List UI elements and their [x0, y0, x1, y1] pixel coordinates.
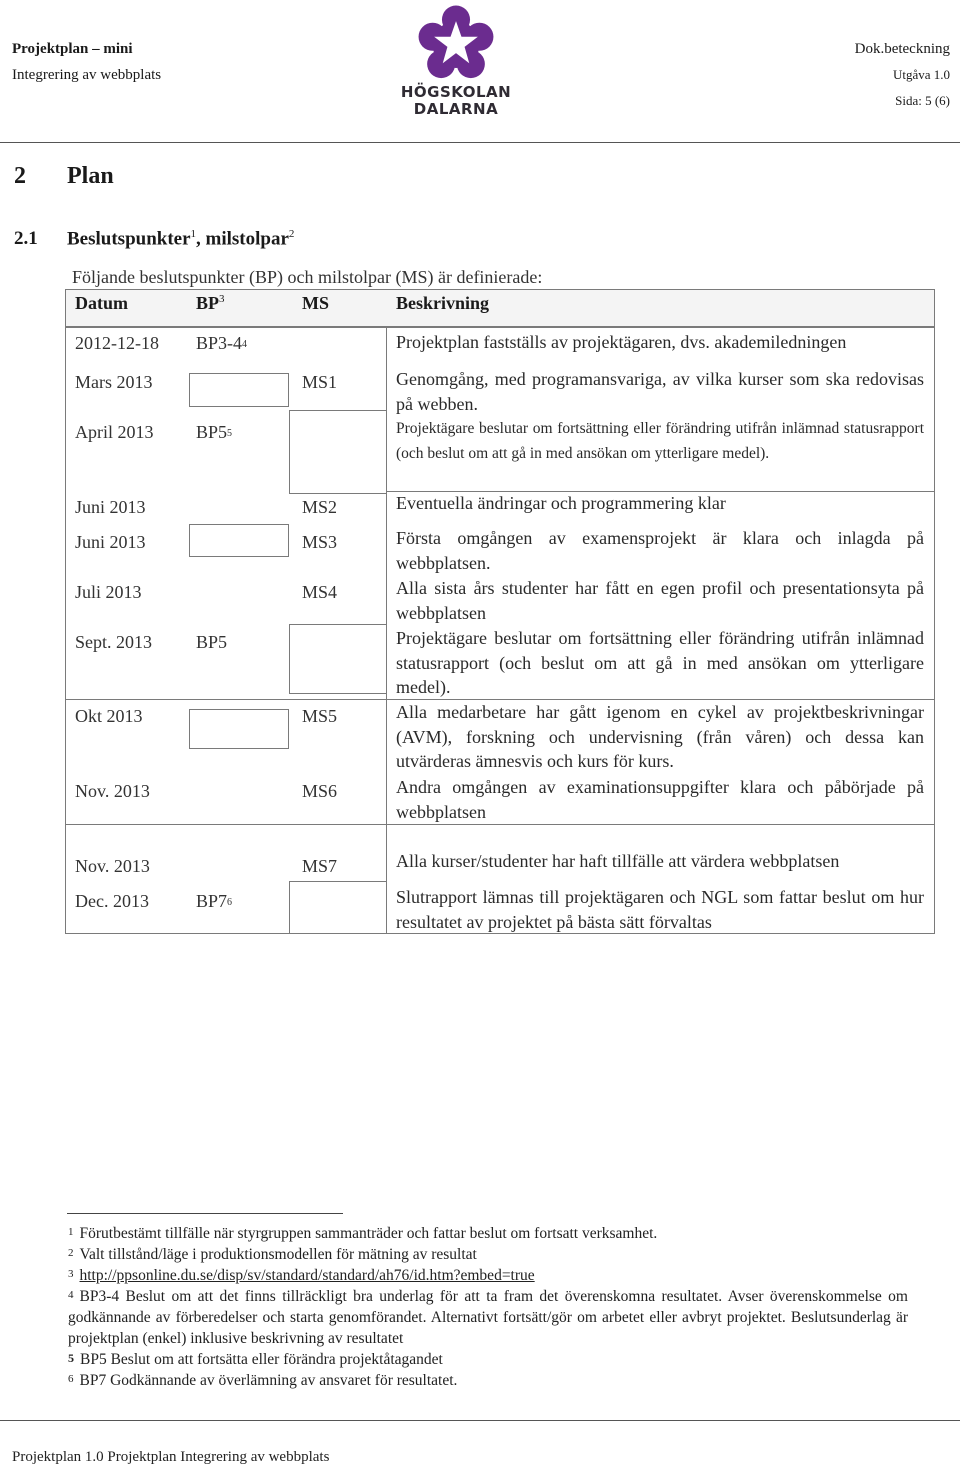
header-left: [12, 36, 161, 88]
footnote-3: $^3$ http://ppsonline.du.se/disp/sv/standard/standard/ah76/id.htm?embed=true: [68, 1267, 535, 1284]
footnote-divider: [67, 1213, 343, 1214]
doc-subject: Integrering av webbplats: [12, 67, 162, 83]
col-header-ms: MS: [302, 293, 329, 313]
table-row-date: Nov. 2013: [75, 781, 150, 801]
table-row-date: April 2013: [75, 422, 154, 442]
table-row-date: Juni 2013: [75, 497, 146, 517]
footnote-4: $^4$ BP3-4 Beslut om att det finns tillräckligt bra underlag för att ta fram det överenskomna resultatet. Avser överenskommelse om godkännande av förberedelser och starta genomförandet. Alternativt fortsätt/gör om arbetet eller avbryt projektet. Beslutsunderlag är projektplan (enkel) inklusive beskrivning av resultatet: [68, 1288, 908, 1347]
table-row-date: Okt 2013: [75, 706, 143, 726]
doc-id: Dok.beteckning: [854, 41, 950, 57]
table-row-desc: Genomgång, med programansvariga, av vilka kurser som ska redovisas på webben.: [396, 369, 924, 414]
header-divider: [0, 142, 960, 143]
section-heading: 2 Plan: [14, 163, 114, 189]
table-row-ms: MS7: [302, 856, 338, 876]
bp-empty-box-juni: [189, 524, 289, 557]
table-row-ms: MS5: [302, 706, 338, 726]
table-row-desc: Första omgången av examensprojekt är klara och inlagda på webbplatsen.: [396, 528, 924, 573]
doc-type: Projektplan – mini: [12, 41, 133, 57]
bp-empty-box-1: [189, 373, 289, 407]
footnotes: [68, 1223, 908, 1391]
table-row-date: Juni 2013: [75, 532, 146, 552]
table-row-ms: MS4: [302, 582, 338, 602]
spacer: [189, 697, 289, 699]
table-row-desc: Alla medarbetare har gått igenom en cykel av projektbeskrivningar (AVM), forskning och undervisning (från våren) och dessa kan utvärderas ämnesvis och kurs för kurs.: [396, 702, 924, 771]
logo-text: HÖGSKOLAN DALARNA: [400, 83, 512, 118]
table-row-date: Sept. 2013: [75, 632, 153, 652]
table-row-ms: MS3: [302, 532, 338, 552]
university-logo: [396, 4, 516, 120]
table-row-desc: Andra omgången av examinationsuppgifter klara och påbörjade på webbplatsen: [396, 777, 924, 822]
milestone-table: [65, 289, 935, 934]
table-row-date: 2012-12-18: [75, 333, 159, 353]
table-row-bp: $BP5^5$: [196, 422, 233, 442]
footer-divider: [0, 1420, 960, 1421]
table-row-desc: Alla kurser/studenter har haft tillfälle att värdera webbplatsen: [396, 851, 840, 871]
footnote-3-link[interactable]: http://ppsonline.du.se/disp/sv/standard/standard/ah76/id.htm?embed=true: [79, 1267, 535, 1284]
ms-empty-box-april: [289, 410, 387, 494]
table-row-desc: Eventuella ändringar och programmering klar: [396, 493, 726, 513]
table-row-bp: BP5: [196, 632, 228, 652]
table-row-ms: MS6: [302, 781, 338, 801]
footnote-2: $^2$ Valt tillstånd/läge i produktionsmodellen för mätning av resultat: [68, 1246, 477, 1263]
ms-empty-box-sept: [289, 624, 387, 694]
star-flower-logo-icon: [417, 4, 495, 82]
bp-empty-box-okt: [189, 709, 289, 749]
table-row-date: Juli 2013: [75, 582, 142, 602]
table-row-bp: $BP3-4^4$: [196, 333, 248, 353]
table-row-ms: MS1: [302, 372, 338, 392]
intro-text: Följande beslutspunkter (BP) och milstolpar (MS) är definierade:: [72, 267, 543, 287]
table-row-date: Dec. 2013: [75, 891, 149, 911]
ms-empty-box-dec: [289, 881, 387, 934]
footnote-1: $^1$ Förutbestämt tillfälle när styrgruppen sammanträder och fattar beslut om fortsatt verksamhet.: [68, 1225, 658, 1242]
footnote-6: $^6$ BP7 Godkännande av överlämning av ansvaret för resultatet.: [68, 1372, 458, 1389]
footnote-5: $^5$ BP5 Beslut om att fortsätta eller förändra projektåtagandet: [68, 1351, 443, 1368]
col-header-bp: $BP^3$: [196, 293, 225, 313]
col-header-desc: Beskrivning: [396, 293, 490, 313]
table-row-ms: MS2: [302, 497, 338, 517]
table-row-date: Mars 2013: [75, 372, 153, 392]
page-number: Sida: 5 (6): [895, 93, 950, 108]
table-row-date: Nov. 2013: [75, 856, 150, 876]
table-row-desc: Projektägare beslutar om fortsättning eller förändring utifrån inlämnad statusrapport (och beslut om att gå in med ansökan om ytterligare medel).: [396, 628, 924, 697]
page-footer: Projektplan 1.0 Projektplan Integrering av webbplats: [12, 1449, 330, 1465]
table-row-bp: $BP7^6$: [196, 891, 233, 911]
table-row-desc: Alla sista års studenter har fått en egen profil och presentationsyta på webbplatsen: [396, 578, 924, 623]
table-row-desc: Projektägare beslutar om fortsättning eller förändring utifrån inlämnad statusrapport (och beslut om att gå in med ansökan om ytterligare medel).: [396, 420, 924, 462]
table-row-desc: Projektplan fastställs av projektägaren, dvs. akademiledningen: [396, 332, 847, 352]
subsection-heading: 2.1 Beslutspunkter$^1$, milstolpar$^2$: [14, 228, 295, 250]
table-row-desc: Slutrapport lämnas till projektägaren och NGL som fattar beslut om hur resultatet av projektet på bästa sätt förvaltas: [396, 887, 924, 932]
col-header-date: Datum: [75, 293, 128, 313]
doc-version: Utgåva 1.0: [892, 67, 950, 82]
header-right: [855, 36, 950, 114]
